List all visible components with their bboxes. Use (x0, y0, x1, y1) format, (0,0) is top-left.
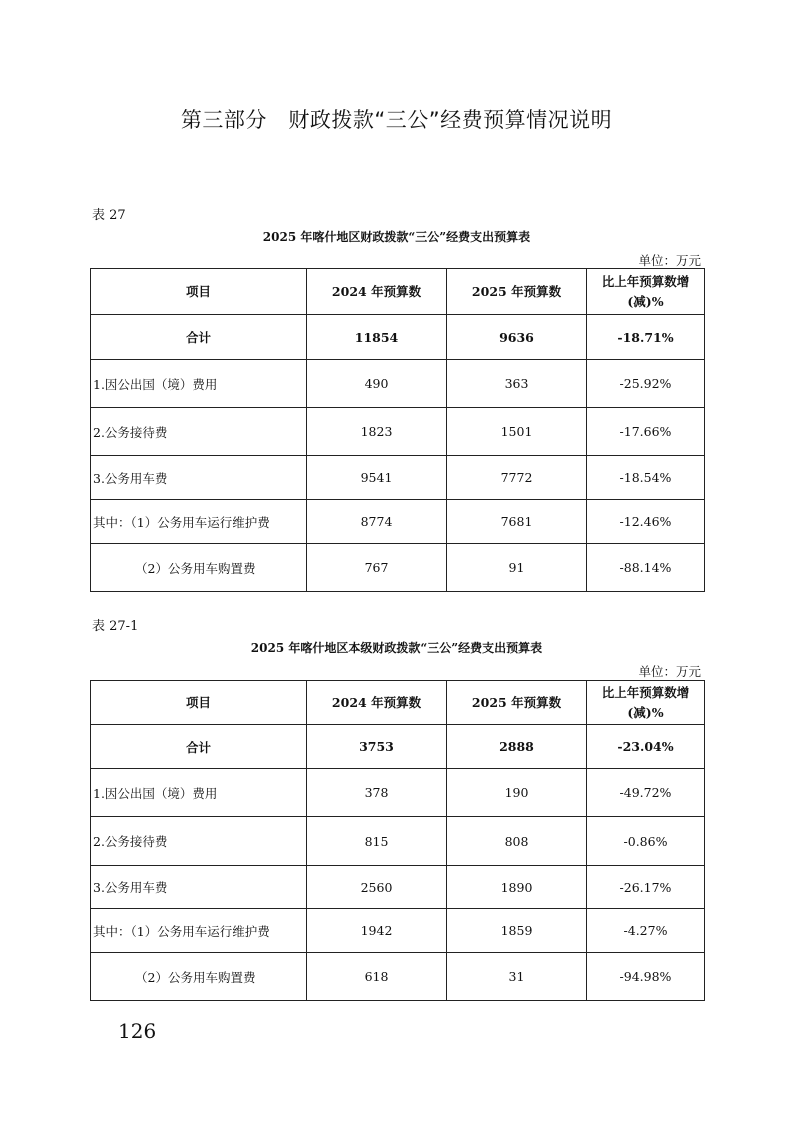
table-caption: 2025 年喀什地区本级财政拨款“三公”经费支出预算表 (250, 641, 543, 655)
cell-2025: 363 (447, 360, 587, 408)
cell-change: -4.27% (587, 909, 705, 953)
cell-change: -18.54% (587, 456, 705, 500)
cell-2025: 7772 (447, 456, 587, 500)
page-number: 126 (118, 1019, 157, 1043)
header-change: 比上年预算数增(减)% (587, 681, 705, 725)
header-item: 项目 (91, 681, 307, 725)
cell-item: 合计 (91, 315, 307, 360)
cell-2025: 91 (447, 544, 587, 592)
table-row-total (91, 725, 705, 769)
cell-2024: 3753 (307, 725, 447, 769)
cell-2025: 31 (447, 953, 587, 1001)
cell-change: -88.14% (587, 544, 705, 592)
table-row (91, 544, 705, 592)
cell-2025: 190 (447, 769, 587, 817)
cell-item: 2.公务接待费 (91, 408, 307, 456)
table-row (91, 953, 705, 1001)
cell-item: 2.公务接待费 (91, 817, 307, 866)
table-row (91, 500, 705, 544)
cell-2024: 9541 (307, 456, 447, 500)
table-row (91, 456, 705, 500)
cell-item: 1.因公出国（境）费用 (91, 769, 307, 817)
table-row (91, 769, 705, 817)
header-2025: 2025 年预算数 (447, 681, 587, 725)
table-label: 表 27-1 (92, 619, 139, 634)
cell-change: -17.66% (587, 408, 705, 456)
budget-table-regional (90, 268, 705, 592)
table-label: 表 27 (92, 208, 126, 223)
table-row (91, 817, 705, 866)
cell-2025: 2888 (447, 725, 587, 769)
table-unit: 单位：万元 (638, 664, 701, 679)
cell-item: 3.公务用车费 (91, 456, 307, 500)
table-unit: 单位：万元 (638, 253, 701, 268)
cell-item: （2）公务用车购置费 (91, 544, 307, 592)
table-caption: 2025 年喀什地区财政拨款“三公”经费支出预算表 (262, 230, 531, 244)
table-row (91, 909, 705, 953)
cell-2025: 1859 (447, 909, 587, 953)
cell-2025: 7681 (447, 500, 587, 544)
cell-2024: 767 (307, 544, 447, 592)
cell-2025: 9636 (447, 315, 587, 360)
cell-2024: 815 (307, 817, 447, 866)
cell-item: 合计 (91, 725, 307, 769)
table-row (91, 866, 705, 909)
cell-change: -18.71% (587, 315, 705, 360)
table-row (91, 408, 705, 456)
cell-change: -0.86% (587, 817, 705, 866)
header-change: 比上年预算数增(减)% (587, 269, 705, 315)
cell-change: -94.98% (587, 953, 705, 1001)
cell-2024: 1942 (307, 909, 447, 953)
cell-change: -26.17% (587, 866, 705, 909)
budget-table-prefecture-level (90, 680, 705, 1001)
table-row (91, 360, 705, 408)
cell-change: -23.04% (587, 725, 705, 769)
cell-change: -49.72% (587, 769, 705, 817)
cell-item: 3.公务用车费 (91, 866, 307, 909)
cell-2024: 8774 (307, 500, 447, 544)
page-title: 第三部分 财政拨款“三公”经费预算情况说明 (180, 108, 613, 132)
cell-item: 其中：（1）公务用车运行维护费 (91, 500, 307, 544)
cell-2024: 490 (307, 360, 447, 408)
header-2024: 2024 年预算数 (307, 269, 447, 315)
cell-2024: 618 (307, 953, 447, 1001)
header-2024: 2024 年预算数 (307, 681, 447, 725)
cell-item: 1.因公出国（境）费用 (91, 360, 307, 408)
cell-item: 其中：（1）公务用车运行维护费 (91, 909, 307, 953)
table-row-total (91, 315, 705, 360)
header-2025: 2025 年预算数 (447, 269, 587, 315)
cell-2025: 808 (447, 817, 587, 866)
table-header-row (91, 269, 705, 315)
cell-change: -12.46% (587, 500, 705, 544)
cell-2024: 1823 (307, 408, 447, 456)
cell-2025: 1501 (447, 408, 587, 456)
cell-2024: 2560 (307, 866, 447, 909)
cell-2024: 11854 (307, 315, 447, 360)
header-item: 项目 (91, 269, 307, 315)
table-header-row (91, 681, 705, 725)
cell-2025: 1890 (447, 866, 587, 909)
cell-change: -25.92% (587, 360, 705, 408)
cell-item: （2）公务用车购置费 (91, 953, 307, 1001)
cell-2024: 378 (307, 769, 447, 817)
